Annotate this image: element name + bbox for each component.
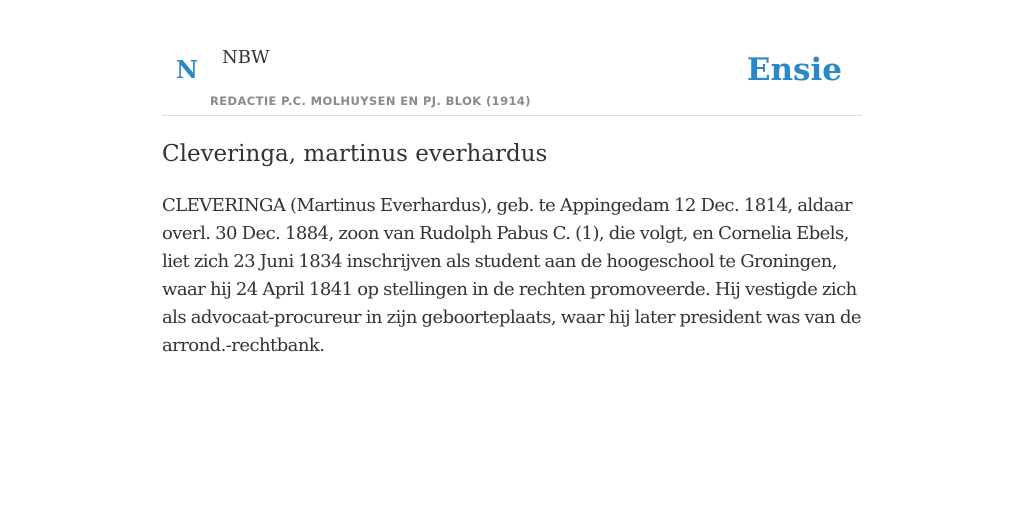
source-header [162,0,862,116]
source-logo-text[interactable]: NBW [222,47,270,68]
article-title: Cleveringa, martinus everhardus [162,141,548,167]
article-body: CLEVERINGA (Martinus Everhardus), geb. te Appingedam 12 Dec. 1814, aldaar overl. 30 Dec. 1884, zoon van Rudolph Pabus C. (1), die volgt, en Cornelia Ebels, liet zich 23 Juni 1834 inschrijven als student aan de hoogeschool te Groningen, waar hij 24 April 1841 op stellingen in de rechten promoveerde. Hij vestigde zich als advocaat-procureur in zijn geboorteplaats, waar hij later president was van de arrond.-rechtbank. [162,195,862,356]
source-editors: REDACTIE P.C. MOLHUYSEN EN PJ. BLOK (1914) [210,94,531,108]
page [162,0,862,512]
source-logo-letter[interactable]: N [176,55,198,84]
ensie-logo-link[interactable]: Ensie [746,52,842,88]
